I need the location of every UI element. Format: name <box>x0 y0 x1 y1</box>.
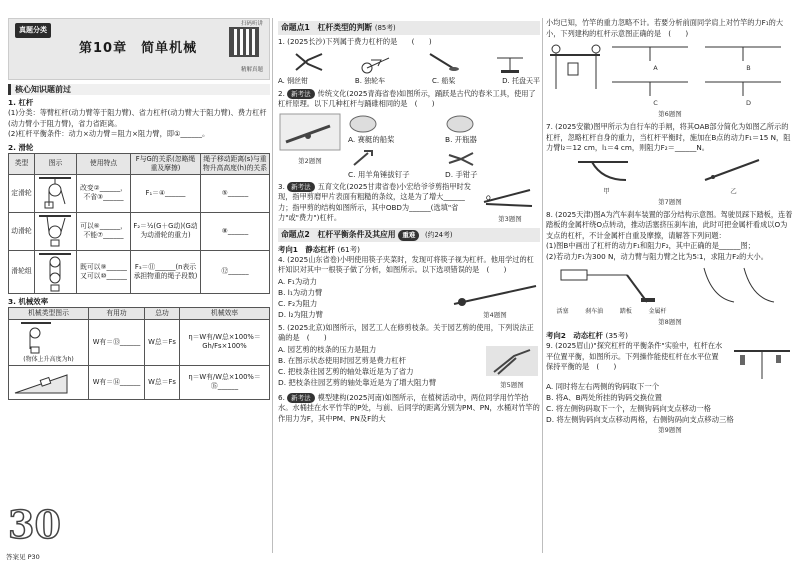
bottle-opener-icon <box>445 112 475 134</box>
fig8-label: 踏板 <box>619 308 632 315</box>
option[interactable]: D. 托盘天平 <box>502 76 540 85</box>
lever-line-2: (2)杠杆平衡条件：动力×动力臂＝阻力×阻力臂，即①______。 <box>8 129 210 138</box>
question-8-part-1: (1)图B中画出了杠杆的动力F₁和阻力F₂，其中正确的是______图； <box>546 241 755 250</box>
q1-options <box>278 76 540 87</box>
option[interactable]: D. 把枝条往园艺剪的轴处靠近是为了增大阻力臂 <box>278 377 437 387</box>
option[interactable]: A. 同时将左右两侧的钩码取下一个 <box>546 382 660 391</box>
useful-work: W有＝⑭______ <box>89 365 145 399</box>
q2-option-b[interactable] <box>445 112 540 145</box>
new-method-tag: 新考法 <box>287 89 315 100</box>
table-row <box>9 174 270 212</box>
category-badge: 真题分类 <box>15 23 51 38</box>
brake-pedal-icon <box>557 262 667 306</box>
fig2 <box>278 112 342 167</box>
force-diagram-icon <box>694 262 784 306</box>
option-label: A <box>653 64 658 72</box>
fig7-b <box>699 154 769 197</box>
question-3-text: 五育文化(2025甘肃省卷)小宏给爷爷剪指甲时发现，指甲剪磨甲片表面有粗糙的条纹，这是为了增大______力；指甲剪的结构如图所示，其中OBD为______(选填"省力"或"费力")杠杆。 <box>278 181 471 222</box>
svg-text:O: O <box>486 194 491 202</box>
chopstick-icon <box>450 276 540 310</box>
fig2-caption: 第2题图 <box>298 156 322 165</box>
efficiency-formula: η＝W有/W总×100%＝Gh/Fs×100% <box>180 319 270 365</box>
fig8-label: 刹车油 <box>585 308 604 315</box>
efficiency-heading: 3. 机械效率 <box>8 296 49 306</box>
fig5-caption: 第5题图 <box>500 380 524 389</box>
q4-block <box>278 276 540 321</box>
option[interactable]: A. 钢丝钳 <box>278 76 309 85</box>
lever-heading: 1. 杠杆 <box>8 98 34 107</box>
column-2 <box>278 18 540 424</box>
table-header: 绳子移动距离(s)与重物升高高度(h)的关系 <box>201 153 270 174</box>
garden-shears-icon <box>484 344 540 380</box>
chapter-header <box>8 18 270 80</box>
pulley-feature: 可以⑥______，不能⑦______ <box>77 212 131 250</box>
pulley-type: 滑轮组 <box>9 250 35 293</box>
option[interactable]: D. 将左侧钩码向支点移动两格，右侧钩码向支点移动三格 <box>546 415 734 424</box>
pulley-table <box>8 153 270 294</box>
table-header: F与G的关系(忽略绳重及摩擦) <box>131 153 201 174</box>
option: B. 开瓶器 <box>445 134 477 144</box>
option-label: D <box>745 99 751 107</box>
pulley-distance: ⑤______ <box>201 174 270 212</box>
fig8-label: 活塞 <box>556 308 569 315</box>
option-label: C <box>653 99 658 107</box>
option[interactable]: B. 独轮车 <box>354 76 386 85</box>
movable-pulley-icon <box>35 212 77 250</box>
fig3-caption: 第3题图 <box>498 214 522 223</box>
efficiency-table <box>8 307 270 400</box>
q1-figures <box>278 50 540 74</box>
question-6-continued: 小均已知，竹竿的重力忽略不计。若要分析前面同学肩上对竹竿的力F₁的大小，下列建构的杠杆示意图正确的是 ( ) <box>546 18 784 38</box>
fig8-a <box>557 262 667 317</box>
question-3-block <box>278 182 540 225</box>
option[interactable]: D. l₂为阻力臂 <box>278 309 323 319</box>
wheelbarrow-icon <box>359 50 393 74</box>
new-method-tag: 新考法 <box>287 182 315 193</box>
question-8-part-2: (2)若动力F₁为300 N，动力臂与阻力臂之比为5∶1，求阻力F₂的大小。 <box>546 251 768 261</box>
fig6-caption: 第6题图 <box>658 110 682 118</box>
fig8-label: 金属杆 <box>648 308 667 315</box>
question-9: 9. (2025眉山)"探究杠杆的平衡条件"实验中，杠杆在水平位置平衡，如图所示。下列操作能使杠杆在水平位置保持平衡的是 ( ) <box>546 341 723 371</box>
question-3: 3. 新考法 五育文化(2025甘肃省卷)小宏给爷爷剪指甲时发现，指甲剪磨甲片表面有粗糙的条纹，这是为了增大______力；指甲剪的结构如图所示，其中OBD为______(选填"省力"或"费力")杠杆。 <box>278 181 471 222</box>
table-header: 有用功 <box>89 307 145 319</box>
pulley-efficiency-icon <box>9 319 89 365</box>
table-row <box>9 250 270 293</box>
oar-icon <box>426 50 460 74</box>
question-2: 2. 新考法 传统文化(2025青海省卷)如图所示，踊跃是古代的春米工具，使用了杠杆原理。以下几种杠杆与踊碓相同的是 ( ) <box>278 88 536 108</box>
fig4-caption: 第4题图 <box>483 310 507 319</box>
rowing-icon <box>348 112 378 134</box>
efficiency-formula: η＝W有/W总×100%＝⑮______ <box>180 365 270 399</box>
question-5: 5. (2025北京)如图所示，园艺工人在修剪枝条。关于园艺剪的使用，下列说法正确的是 ( ) <box>278 322 534 342</box>
pulley-distance: ⑫______ <box>201 250 270 293</box>
lever-diagram <box>703 41 783 63</box>
question-1: 1. (2025长沙)下列属于费力杠杆的是 ( ) <box>278 37 432 46</box>
topic-2-header <box>278 228 540 242</box>
option[interactable]: C. 将左侧钩码取下一个，左侧钩码向支点移动一格 <box>546 404 712 413</box>
q2-option-c[interactable] <box>348 147 443 180</box>
bike-brake-icon <box>572 154 642 186</box>
pulley-type: 动滑轮 <box>9 212 35 250</box>
option: C. 用羊角锤拔钉子 <box>348 169 410 179</box>
fig7-caption: 第7题图 <box>658 197 682 206</box>
table-header: 类型 <box>9 153 35 174</box>
q2-option-a[interactable] <box>348 112 443 145</box>
hand-pliers-icon <box>445 147 475 169</box>
option[interactable]: C. 把枝条往园艺剪的轴处靠近是为了省力 <box>278 366 414 376</box>
lever-diagram <box>610 41 690 63</box>
total-work: W总＝Fs <box>145 319 180 365</box>
incline-icon <box>9 365 89 399</box>
answer-reference: 答案见 P30 <box>6 553 40 561</box>
question-7: 7. (2025安徽)图甲所示为自行车的手闸，将其OAB部分简化为如图乙所示的杠杆，忽略杠杆自身的重力，当杠杆平衡时，施加在B点的动力F₁＝15 N，阻力臂l₂＝12 cm，l₁＝4 cm，则阻力F₂＝______N。 <box>546 122 791 152</box>
table-header: 机械类型图示 <box>9 307 89 319</box>
pulley-feature: 改变②______，不省③______ <box>77 174 131 212</box>
option-label: B <box>746 64 751 72</box>
topic-1-header <box>278 21 540 35</box>
column-divider <box>542 18 543 553</box>
q7-figures <box>546 154 794 197</box>
pulley-feature: 既可以⑨______又可以⑩______ <box>77 250 131 293</box>
q9-block <box>546 341 794 381</box>
pulley-heading: 2. 滑轮 <box>8 142 34 152</box>
q2-option-d[interactable] <box>445 147 540 180</box>
pulley-block-icon <box>35 250 77 293</box>
q5-block <box>278 344 540 391</box>
topic-2-title: 命题点2 杠杆平衡条件及其应用 <box>281 229 396 239</box>
q5-options <box>278 344 478 388</box>
table-row <box>9 212 270 250</box>
qr-label-top: 扫码听讲 <box>240 21 263 27</box>
column-1 <box>8 18 270 400</box>
q4-options <box>278 276 444 320</box>
table-header: 总功 <box>145 307 180 319</box>
qr-code-icon[interactable] <box>229 27 259 57</box>
lever-experiment-icon <box>730 341 794 381</box>
table-row <box>9 319 270 365</box>
question-4: 4. (2025山东省卷)小明使用筷子夹菜时，发现可将筷子视为杠杆。他用学过的杠杆知识对其中一根筷子做了分析，如图所示。以下选项错误的是 ( ) <box>278 254 534 274</box>
option: D. 手钳子 <box>445 169 478 179</box>
q6-option-b[interactable] <box>703 41 794 74</box>
subtopic-1-stat: (61考) <box>337 244 361 254</box>
lever-line-1: (1)分类：等臂杠杆(动力臂等于阻力臂)、省力杠杆(动力臂大于阻力臂)、费力杠杆(动力臂小于阻力臂)，省力省距离。 <box>8 108 267 128</box>
q2-figures <box>278 112 540 180</box>
q6-diagrams <box>610 41 794 109</box>
pulley-relation: F₂＝½(G＋G动)(G动为动滑轮的重力) <box>131 212 201 250</box>
chapter-title: 第10章 简单机械 <box>79 41 198 56</box>
hammer-icon <box>348 147 378 169</box>
question-6: 6. 新考法 模型建构(2025河南)如图所示，在植树活动中，两位同学用竹竿抬水。水桶挂在水平竹竿的P处，与前、后同学的距离分别为PM、PN，水桶对竹竿的作用力为F，其中PM、PN及F的大 <box>278 392 540 423</box>
fig4 <box>450 276 540 321</box>
lever-diagram <box>610 76 690 98</box>
fixed-pulley-icon <box>35 174 77 212</box>
carrying-water-icon <box>546 41 604 99</box>
fig9-caption: 第9题图 <box>658 426 682 434</box>
total-work: W总＝Fs <box>145 365 180 399</box>
option[interactable]: A. F₁为动力 <box>278 276 318 286</box>
topic-2-stat: (约24考) <box>425 230 453 239</box>
fig5 <box>484 344 540 391</box>
fig7-a <box>572 154 642 197</box>
page-number: 30 <box>8 502 61 547</box>
pliers-icon <box>292 50 326 74</box>
subtopic-1-title: 考向1 静态杠杆 <box>278 244 335 254</box>
pulley-relation: F₃＝⑪______(n表示承担物重的绳子段数) <box>131 250 201 293</box>
balance-icon <box>493 50 527 74</box>
q6-option-c[interactable] <box>610 76 701 109</box>
topic-2-tag: 重难 <box>398 230 419 241</box>
qr-label-bottom: 精解真题 <box>240 67 263 73</box>
lever-sketch <box>699 154 769 186</box>
table-header: 使用特点 <box>77 153 131 174</box>
option[interactable]: B. 在图示状态使用时园艺剪是费力杠杆 <box>278 355 407 365</box>
eff-note: (物体上升高度为h) <box>23 355 74 363</box>
q6-option-d[interactable] <box>703 76 794 109</box>
subtopic-2 <box>546 330 794 341</box>
table-header: 机械效率 <box>180 307 270 319</box>
topic-1-stat: (85考) <box>374 24 396 32</box>
fig9 <box>730 341 794 381</box>
section-title: 核心知识题前过 <box>8 84 270 95</box>
q8-figures <box>546 262 794 317</box>
q6-figures <box>546 41 794 109</box>
option[interactable]: C. F₂为阻力 <box>278 298 318 308</box>
question-6-text: 模型建构(2025河南)如图所示，在植树活动中，两位同学用竹竿抬水。水桶挂在水平竹竿的P处，与前、后同学的距离分别为PM、PN，水桶对竹竿的作用力为F，其中PM、PN及F的大 <box>278 392 540 423</box>
question-8: 8. (2025天津)图A为汽车刹车装置的部分结构示意图。驾驶员踩下踏板，连着踏板的金属杆绕O点转动，推动活塞挤压刹车油，此时可把金属杆看成以O为支点的杠杆，不计金属杆自重及摩擦，请解答下列问题： <box>546 209 793 240</box>
option: A. 赛艇的船桨 <box>348 134 395 144</box>
new-method-tag: 新考法 <box>287 393 315 404</box>
topic-1-title: 命题点1 杠杆类型的判断 <box>281 23 373 32</box>
option[interactable]: C. 船桨 <box>431 76 456 85</box>
pulley-type: 定滑轮 <box>9 174 35 212</box>
fig7-label: 乙 <box>730 186 737 195</box>
column-divider <box>272 18 273 553</box>
q6-option-a[interactable] <box>610 41 701 74</box>
option[interactable]: A. 园艺剪的枝条的压力是阻力 <box>278 344 377 354</box>
fig3 <box>480 182 540 225</box>
option[interactable]: B. 将A、B两处所挂的钩码交换位置 <box>546 393 662 402</box>
fig7-label: 甲 <box>603 186 610 195</box>
nail-clipper-icon <box>480 182 540 214</box>
q2-options <box>348 112 540 180</box>
option[interactable]: B. l₁为动力臂 <box>278 287 323 297</box>
subtopic-2-stat: (35考) <box>605 331 629 340</box>
column-3 <box>546 18 794 436</box>
question-2-text: 传统文化(2025青海省卷)如图所示，踊跃是古代的春米工具，使用了杠杆原理。以下几种杠杆与踊碓相同的是 ( ) <box>278 88 536 108</box>
pulley-distance: ⑧______ <box>201 212 270 250</box>
pulley-relation: F₁＝④______ <box>131 174 201 212</box>
subtopic-1 <box>278 244 540 255</box>
subtopic-2-title: 考向2 动态杠杆 <box>546 331 603 340</box>
table-row <box>9 365 270 399</box>
useful-work: W有＝⑬______ <box>89 319 145 365</box>
table-header: 图示 <box>35 153 77 174</box>
lever-diagram <box>703 76 783 98</box>
fig8-caption: 第8题图 <box>658 318 682 326</box>
